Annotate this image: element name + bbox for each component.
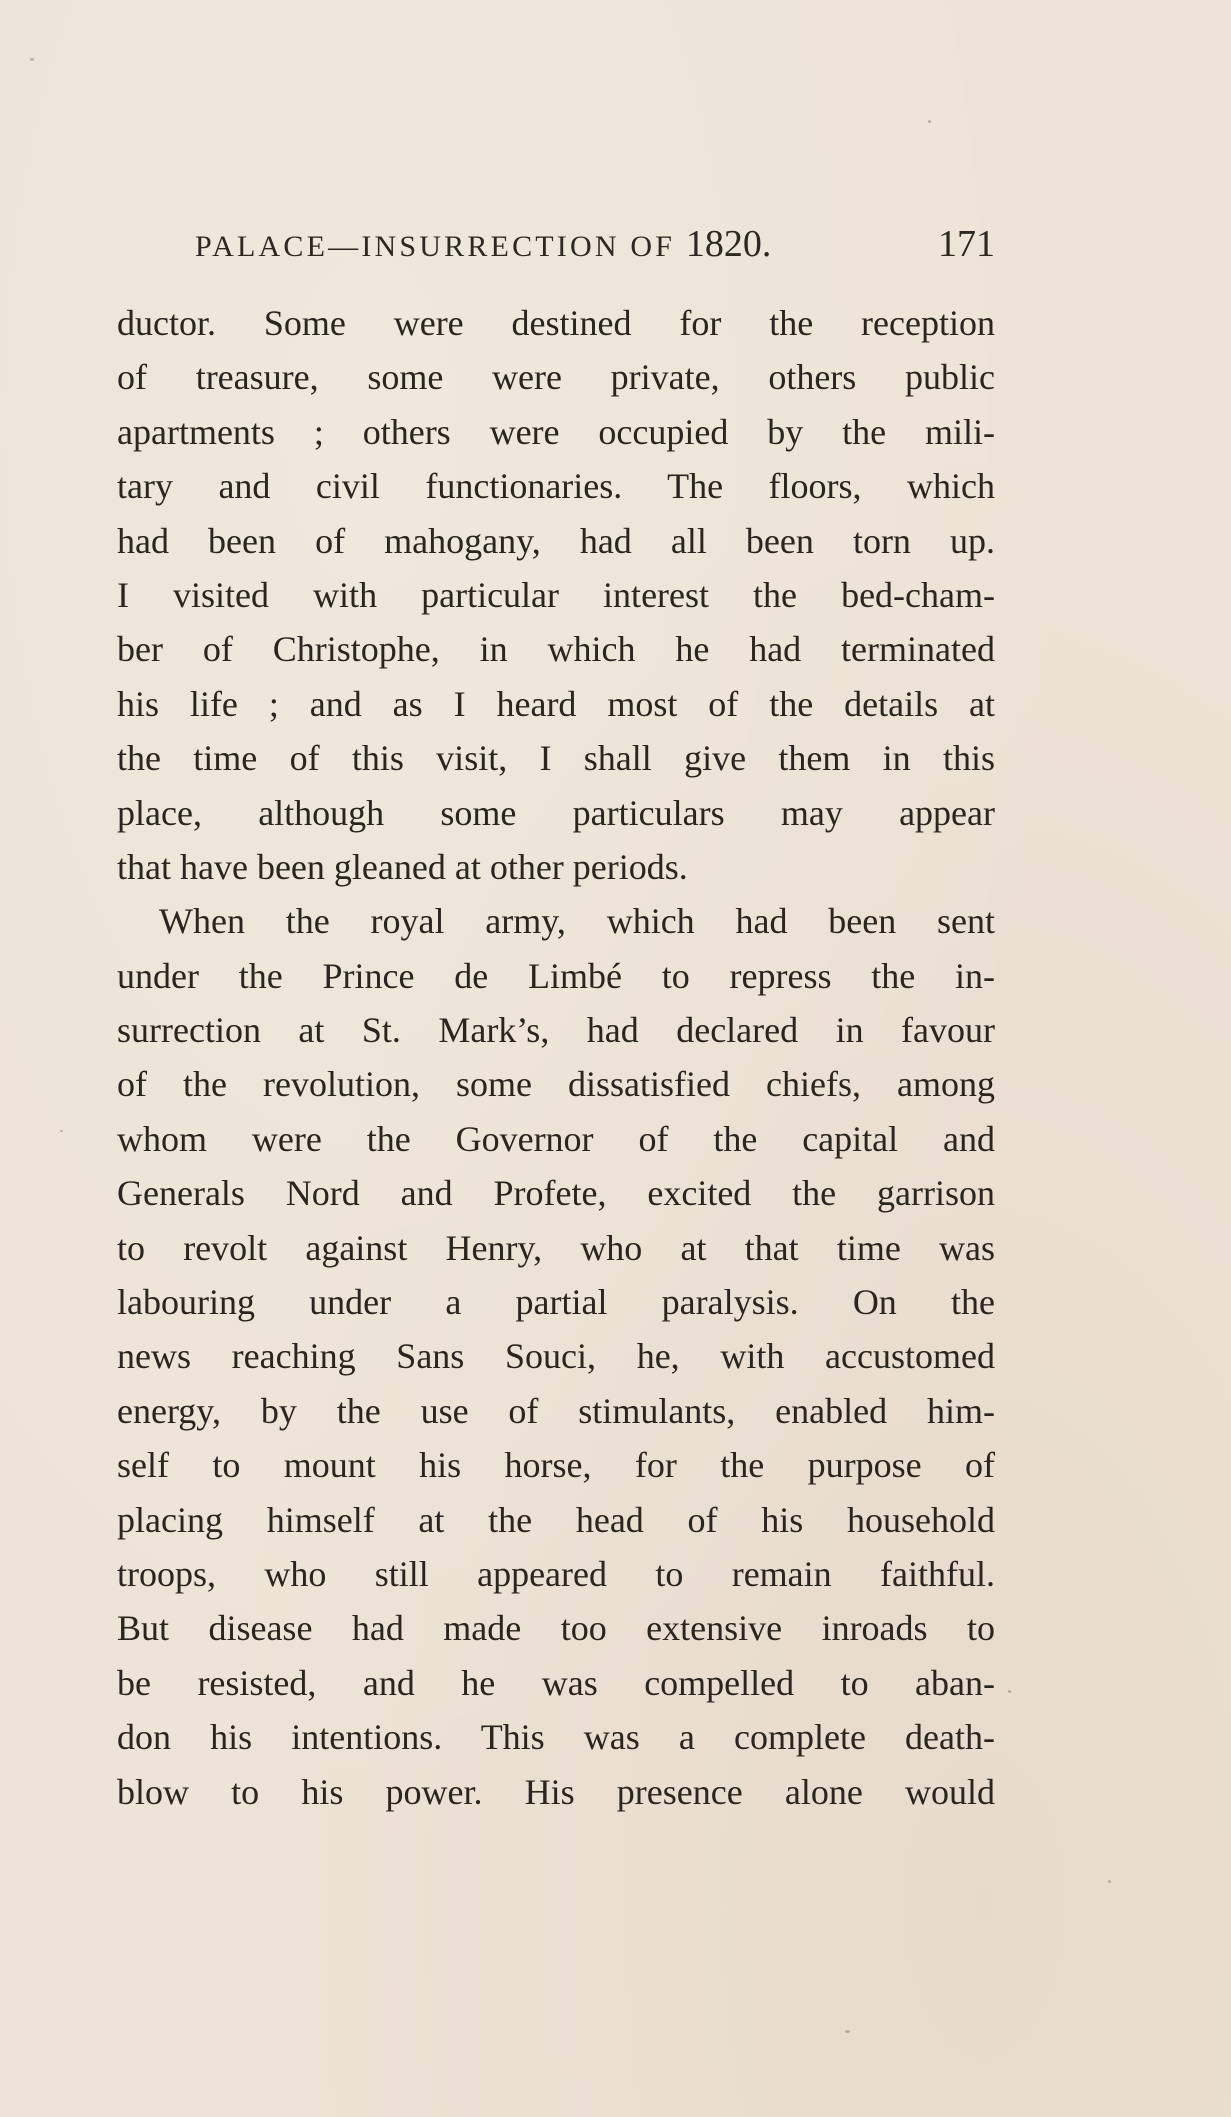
text-line: But disease had made too extensive inroads to [117,1608,995,1649]
text-line: ductor. Some were destined for the reception [117,303,995,343]
paper-speck [30,58,34,61]
text-line: tary and civil functionaries. The floors, which [117,466,995,507]
text-line: I visited with particular interest the bed-cham- [117,574,995,615]
text-line: energy, by the use of stimulants, enabled him- [117,1390,995,1431]
text-line: Generals Nord and Profete, excited the garrison [117,1173,995,1214]
paper-speck [60,1130,63,1132]
text-line: blow to his power. His presence alone would [117,1771,995,1812]
text-line: his life ; and as I heard most of the details at [117,683,995,724]
text-line: news reaching Sans Souci, he, with accustomed [117,1336,995,1377]
text-line: the time of this visit, I shall give them in this [117,738,995,779]
paper-speck [1108,1880,1111,1883]
text-line: whom were the Governor of the capital and [117,1118,995,1159]
text-line: placing himself at the head of his household [117,1499,995,1540]
text-line: apartments ; others were occupied by the mili- [117,411,995,452]
text-line: had been of mahogany, had all been torn up. [117,520,995,561]
text-line: be resisted, and he was compelled to aban- [117,1662,995,1703]
text-line: When the royal army, which had been sent [159,901,995,942]
text-line: labouring under a partial paralysis. On the [117,1282,995,1323]
paper-speck [928,120,931,123]
text-line: don his intentions. This was a complete death- [117,1717,995,1758]
text-line: to revolt against Henry, who at that time was [117,1227,995,1268]
running-title [195,222,771,266]
running-title-year: 1820. [685,223,772,265]
text-line: troops, who still appeared to remain faithful. [117,1553,995,1594]
text-line: surrection at St. Mark’s, had declared in favour [117,1010,995,1051]
paper-speck [845,2030,850,2033]
paper-speck [1008,1690,1011,1693]
body-text [117,296,995,1819]
text-line: that have been gleaned at other periods. [117,846,688,887]
running-head [195,222,995,272]
page-number: 171 [938,223,995,265]
paragraph-2 [117,894,995,1819]
text-line: of treasure, some were private, others public [117,357,995,398]
text-line: of the revolution, some dissatisfied chiefs, among [117,1064,995,1105]
text-line: place, although some particulars may appear [117,792,995,833]
text-line: self to mount his horse, for the purpose of [117,1445,995,1486]
running-title-text: PALACE—INSURRECTION OF [195,230,676,263]
paragraph-1 [117,296,995,894]
text-line: under the Prince de Limbé to repress the in- [117,955,995,996]
text-line: ber of Christophe, in which he had terminated [117,629,995,670]
